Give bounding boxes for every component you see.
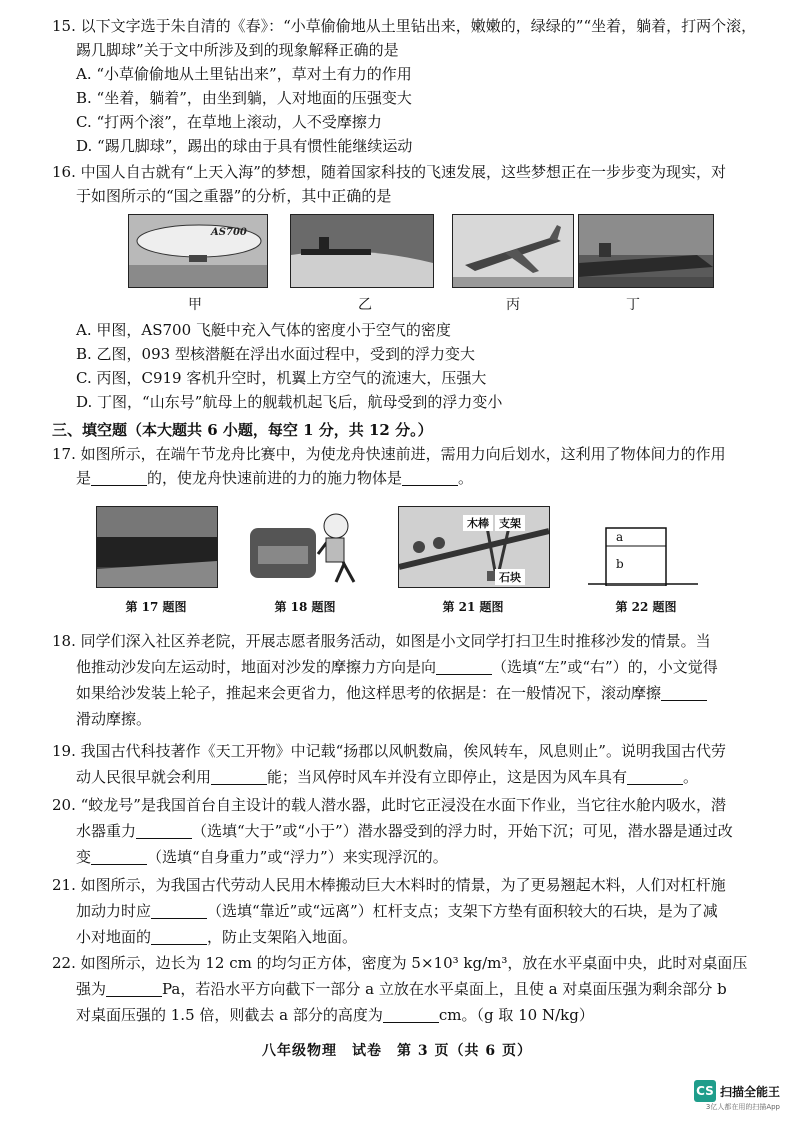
- question-15: [52, 14, 757, 158]
- q22-text-b: Pa，若沿水平方向截下一部分 a 立放在水平桌面上，且使 a 对桌面压强为剩余部分 b: [162, 980, 727, 998]
- label-mubang: 木棒: [463, 515, 493, 531]
- q17-blank-1[interactable]: [91, 469, 147, 486]
- cube-label-b: b: [616, 557, 624, 571]
- q20-blank-2[interactable]: [91, 848, 147, 865]
- q21-blank-2[interactable]: [151, 928, 207, 945]
- question-22: [52, 950, 752, 1028]
- dragon-boat-illustration: [97, 507, 217, 587]
- question-18: [52, 628, 752, 732]
- camscanner-logo-icon: CS: [694, 1080, 716, 1102]
- q21-text-a: 加动力时应: [76, 902, 152, 920]
- q19-blank-2[interactable]: [627, 768, 683, 785]
- figure-label-ding: 丁: [626, 297, 640, 313]
- lever-figure: [398, 506, 550, 588]
- submarine-illustration: [291, 215, 433, 287]
- q19-line-1: 19. 我国古代科技著作《天工开物》中记载“扬郡以风帆数扁，俟风转车，风息则止”。说明我国古代劳: [52, 742, 726, 760]
- q19-line-2: [52, 764, 752, 790]
- q19-text-a: 动人民很早就会利用: [76, 768, 212, 786]
- cube-figure: [588, 506, 704, 586]
- q19-text-b: 能；当风停时风车并没有立即停止，这是因为风车具有: [267, 768, 628, 786]
- q16-option-c: C. 丙图，C919 客机升空时，机翼上方空气的流速大，压强大: [76, 369, 487, 387]
- page-footer: 八年级物理 试卷 第 3 页（共 6 页）: [262, 1043, 532, 1059]
- q17-text-c: 。: [458, 469, 474, 487]
- figure-label-jia: 甲: [188, 297, 202, 313]
- q21-line-1: 21. 如图所示，为我国古代劳动人民用木棒搬动巨大木料时的情景，为了更易翘起木料，人们对杠杆施: [52, 876, 726, 894]
- q22-line-3: [52, 1002, 752, 1028]
- carrier-illustration: [579, 215, 713, 287]
- scanner-watermark: [694, 1080, 780, 1112]
- question-19: [52, 738, 752, 790]
- q18-text-b: （选填“左”或“右”）的，小文觉得: [492, 658, 718, 676]
- sofa-illustration: [244, 506, 366, 586]
- question-16-options: [52, 318, 752, 414]
- q18-line-4: 滑动摩擦。: [76, 710, 152, 728]
- q21-text-c: 小对地面的: [76, 928, 152, 946]
- cube-illustration: [588, 506, 704, 586]
- q15-stem-2: 踢几脚球”关于文中所涉及到的现象解释正确的是: [76, 41, 399, 59]
- section-heading: 三、填空题（本大题共 6 小题，每空 1 分，共 12 分。）: [52, 421, 433, 439]
- q19-text-c: 。: [683, 768, 699, 786]
- q21-text-d: ，防止支架陷入地面。: [207, 928, 358, 946]
- q16-stem-1: 16. 中国人自古就有“上天入海”的梦想，随着国家科技的飞速发展，这些梦想正在一步步变为现实，对: [52, 163, 726, 181]
- q16-option-d: D. 丁图，“山东号”航母上的舰载机起飞后，航母受到的浮力变小: [76, 393, 503, 411]
- label-zhijia: 支架: [495, 515, 525, 531]
- q15-option-c: C. “打两个滚”，在草地上滚动，人不受摩擦力: [76, 113, 382, 131]
- question-16: [52, 160, 752, 208]
- q22-text-d: cm。（g 取 10 N/kg）: [438, 1006, 594, 1024]
- scanner-app-name: 扫描全能王: [719, 1084, 780, 1099]
- q18-text-a: 他推动沙发向左运动时，地面对沙发的摩擦力方向是向: [76, 658, 437, 676]
- q21-line-3: [52, 924, 752, 950]
- q20-text-c: 变: [76, 848, 92, 866]
- q20-text-b: （选填“大于”或“小于”）潜水器受到的浮力时，开始下沉；可见，潜水器是通过改: [192, 822, 733, 840]
- q15-option-a: A. “小草偷偷地从土里钻出来”，草对土有力的作用: [76, 65, 412, 83]
- cube-label-a: a: [616, 530, 624, 544]
- c919-photo: [452, 214, 574, 288]
- scanner-tagline: 3亿人都在用的扫描App: [705, 1103, 780, 1111]
- figure-label-bing: 丙: [506, 297, 520, 313]
- figure-label-yi: 乙: [358, 297, 372, 313]
- q15-option-d: D. “踢几脚球”，踢出的球由于具有惯性能继续运动: [76, 137, 413, 155]
- q22-line-2: [52, 976, 752, 1002]
- airplane-illustration: [453, 215, 573, 287]
- q18-line-3: [52, 680, 752, 706]
- submarine-photo: [290, 214, 434, 288]
- q18-line-2: [52, 654, 752, 680]
- caption-18: 第 18 题图: [274, 600, 336, 614]
- dragon-boat-photo: [96, 506, 218, 588]
- q21-line-2: [52, 898, 752, 924]
- airship-photo: [128, 214, 268, 288]
- q21-text-b: （选填“靠近”或“远离”）杠杆支点；支架下方垫有面积较大的石块，是为了减: [207, 902, 718, 920]
- label-shikuai: 石块: [495, 569, 525, 585]
- q18-blank-1[interactable]: [436, 658, 492, 675]
- airship-label: AS700: [211, 227, 247, 238]
- question-17: [52, 442, 752, 490]
- question-20: [52, 792, 752, 870]
- q19-blank-1[interactable]: [211, 768, 267, 785]
- q20-text-d: （选填“自身重力”或“浮力”）来实现浮沉的。: [147, 848, 448, 866]
- caption-22: 第 22 题图: [615, 600, 677, 614]
- q18-line-1: 18. 同学们深入社区养老院，开展志愿者服务活动，如图是小文同学打扫卫生时推移沙发的情景。当: [52, 632, 711, 650]
- q20-line-1: 20. “蛟龙号”是我国首台自主设计的载人潜水器，此时它正浸没在水面下作业，当它往水舱内吸水，潜: [52, 796, 726, 814]
- q15-option-b: B. “坐着，躺着”，由坐到躺，人对地面的压强变大: [76, 89, 412, 107]
- q16-option-a: A. 甲图，AS700 飞艇中充入气体的密度小于空气的密度: [76, 321, 451, 339]
- q20-line-3: [52, 844, 752, 870]
- q15-stem-1: 15. 以下文字选于朱自清的《春》：“小草偷偷地从土里钻出来，嫩嫩的，绿绿的”“坐着，躺着，打两个滚，: [52, 17, 757, 35]
- q21-blank-1[interactable]: [151, 902, 207, 919]
- q17-text-b: 的，使龙舟快速前进的力的施力物体是: [147, 469, 403, 487]
- caption-21: 第 21 题图: [442, 600, 504, 614]
- q22-text-c: 对桌面压强的 1.5 倍，则截去 a 部分的高度为: [76, 1006, 383, 1024]
- carrier-photo: [578, 214, 714, 288]
- q16-option-b: B. 乙图，093 型核潜艇在浮出水面过程中，受到的浮力变大: [76, 345, 475, 363]
- question-21: [52, 872, 752, 950]
- q17-line-2: [52, 466, 752, 490]
- q17-text-a: 是: [76, 469, 92, 487]
- q18-blank-2[interactable]: [661, 684, 707, 701]
- q20-line-2: [52, 818, 752, 844]
- q20-text-a: 水器重力: [76, 822, 137, 840]
- q22-blank-2[interactable]: [383, 1006, 439, 1023]
- q22-text-a: 强为: [76, 980, 107, 998]
- push-sofa-figure: [244, 506, 366, 586]
- q20-blank-1[interactable]: [136, 822, 192, 839]
- q16-stem-2: 于如图所示的“国之重器”的分析，其中正确的是: [76, 187, 392, 205]
- q22-blank-1[interactable]: [106, 980, 162, 997]
- q17-blank-2[interactable]: [402, 469, 458, 486]
- caption-17: 第 17 题图: [125, 600, 187, 614]
- q18-text-c: 如果给沙发装上轮子，推起来会更省力，他这样思考的依据是：在一般情况下，滚动摩擦: [76, 684, 662, 702]
- q17-line-1: 17. 如图所示，在端午节龙舟比赛中，为使龙舟快速前进，需用力向后划水，这利用了物体间力的作用: [52, 445, 726, 463]
- q22-line-1: 22. 如图所示，边长为 12 cm 的均匀正方体，密度为 5×10³ kg/m³，放在水平桌面中央，此时对桌面压: [52, 954, 748, 972]
- airship-illustration: [129, 215, 267, 287]
